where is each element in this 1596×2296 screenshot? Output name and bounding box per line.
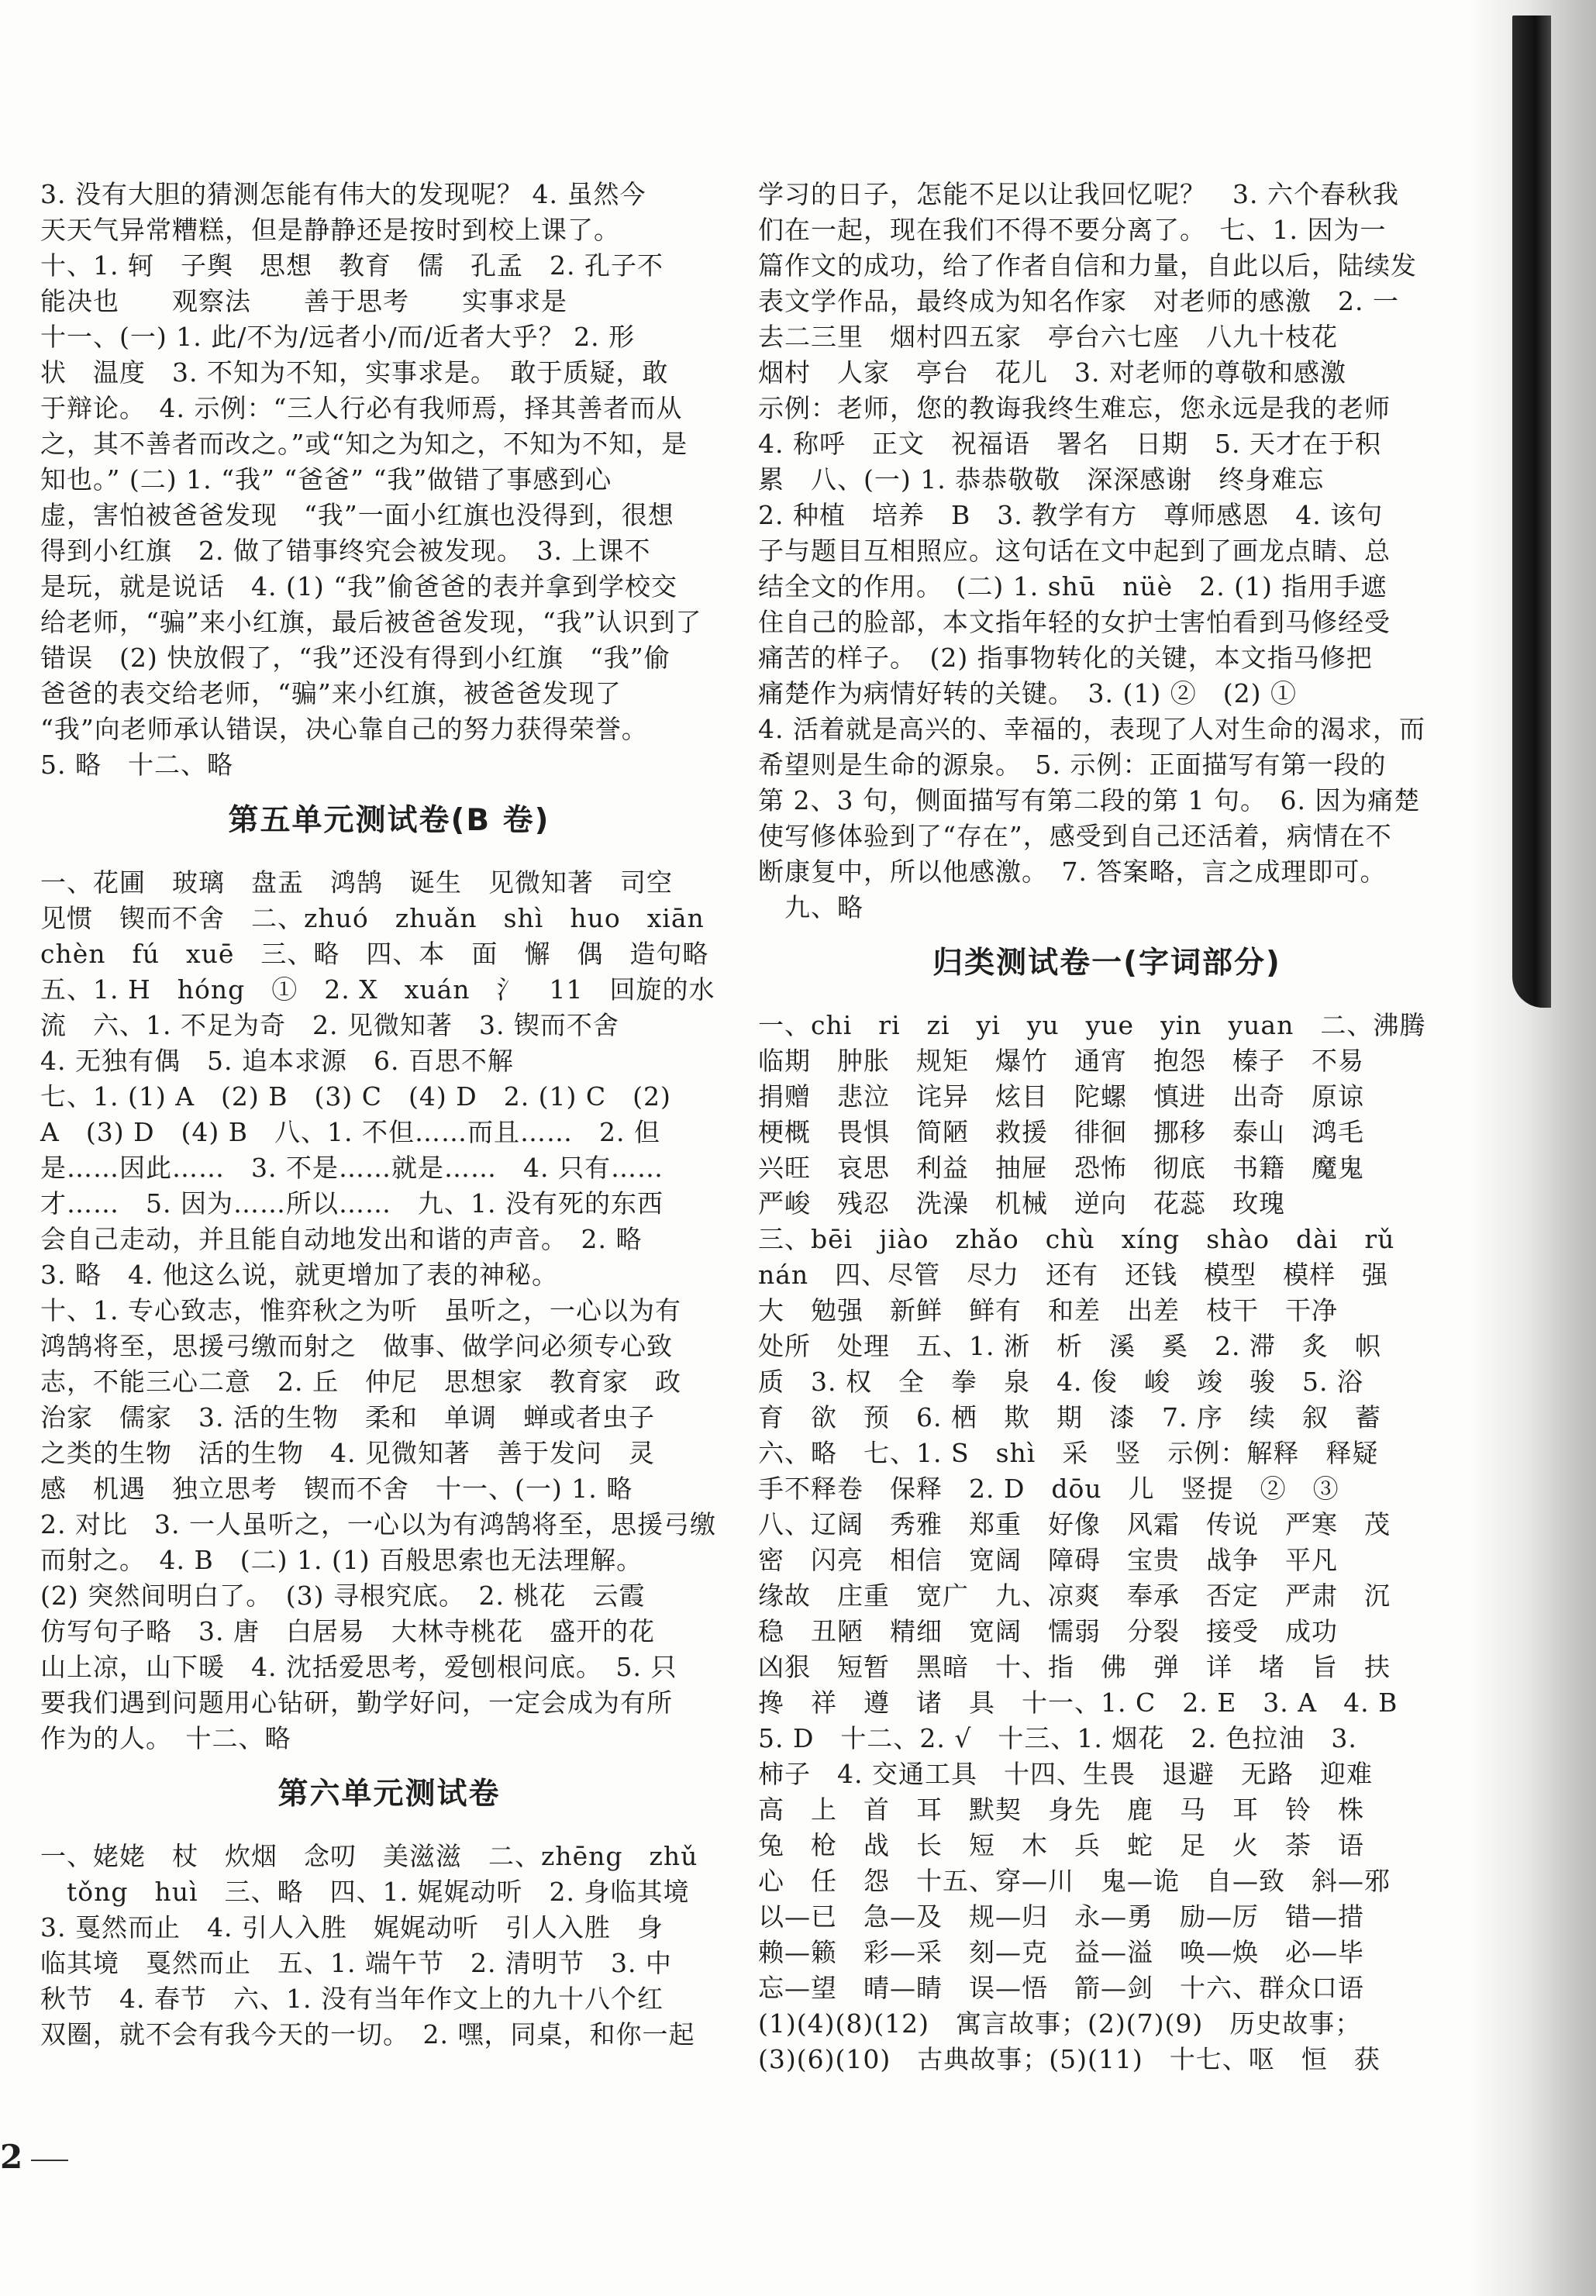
text-line: 学习的日子，怎能不足以让我回忆呢？ 3. 六个春秋我 bbox=[758, 179, 1399, 209]
page-number: 2 bbox=[0, 2138, 23, 2176]
text-line: 知也。” (二) 1. “我” “爸爸” “我”做错了事感到心 bbox=[40, 464, 612, 495]
text-line: 住自己的脸部，本文指年轻的女护士害怕看到马修经受 bbox=[758, 607, 1391, 637]
text-line: 要我们遇到问题用心钻研，勤学好问，一定会成为有所 bbox=[40, 1688, 673, 1718]
text-line: 错误 (2) 快放假了，“我”还没有得到小红旗 “我”偷 bbox=[40, 643, 670, 673]
text-line: 表文学作品，最终成为知名作家 对老师的感激 2. 一 bbox=[758, 286, 1399, 316]
text-line: 临期 肿胀 规矩 爆竹 通宵 抱怨 榛子 不易 bbox=[758, 1046, 1364, 1076]
answers-unit6 bbox=[40, 1839, 738, 2053]
text-line: 赖—籁 彩—采 刻—克 益—溢 唤—焕 必—毕 bbox=[758, 1937, 1364, 1967]
text-line: 爸爸的表交给老师，“骗”来小红旗，被爸爸发现了 bbox=[40, 678, 622, 708]
text-line: chèn fú xuē 三、略 四、本 面 懈 偶 造句略 bbox=[40, 939, 709, 969]
text-line: 柿子 4. 交通工具 十四、生畏 退避 无路 迎难 bbox=[758, 1759, 1373, 1789]
text-line: 状 温度 3. 不知为不知，实事求是。 敢于质疑，敢 bbox=[40, 357, 669, 388]
text-line: 稳 丑陋 精细 宽阔 懦弱 分裂 接受 成功 bbox=[758, 1616, 1338, 1646]
text-line: 4. 无独有偶 5. 追本求源 6. 百思不解 bbox=[40, 1046, 514, 1076]
text-line: 严峻 残忍 洗澡 机械 逆向 花蕊 玫瑰 bbox=[758, 1188, 1285, 1219]
text-line: 以—已 急—及 规—归 永—勇 励—厉 错—措 bbox=[758, 1901, 1364, 1932]
text-line: 一、姥姥 杖 炊烟 念叨 美滋滋 二、zhēng zhǔ bbox=[40, 1841, 698, 1871]
text-line: 之类的生物 活的生物 4. 见微知著 善于发问 灵 bbox=[40, 1438, 655, 1468]
page-number-rule bbox=[31, 2160, 68, 2161]
right-column bbox=[758, 177, 1456, 2077]
text-line: 第 2、3 句，侧面描写有第二段的第 1 句。 6. 因为痛楚 bbox=[758, 785, 1421, 815]
text-line: 流 六、1. 不足为奇 2. 见微知著 3. 锲而不舍 bbox=[40, 1010, 619, 1040]
text-line: 感 机遇 独立思考 锲而不舍 十一、(一) 1. 略 bbox=[40, 1474, 633, 1504]
text-line: 希望则是生命的源泉。 5. 示例：正面描写有第一段的 bbox=[758, 750, 1387, 780]
text-line: 治家 儒家 3. 活的生物 柔和 单调 蝉或者虫子 bbox=[40, 1402, 655, 1432]
text-line: (2) 突然间明白了。 (3) 寻根究底。 2. 桃花 云霞 bbox=[40, 1581, 646, 1611]
text-line: 给老师，“骗”来小红旗，最后被爸爸发现，“我”认识到了 bbox=[40, 607, 702, 637]
text-line: 六、略 七、1. S shì 采 竖 示例：解释 释疑 bbox=[758, 1438, 1379, 1468]
text-line: 高 上 首 耳 默契 身先 鹿 马 耳 铃 株 bbox=[758, 1794, 1364, 1825]
text-line: 是玩，就是说话 4. (1) “我”偷爸爸的表并拿到学校交 bbox=[40, 571, 677, 602]
text-line: 仿写句子略 3. 唐 白居易 大林寺桃花 盛开的花 bbox=[40, 1616, 655, 1646]
text-line: 烟村 人家 亭台 花儿 3. 对老师的尊敬和感激 bbox=[758, 357, 1346, 388]
text-line: 痛苦的样子。 (2) 指事物转化的关键，本文指马修把 bbox=[758, 643, 1373, 673]
text-line: 会自己走动，并且能自动地发出和谐的声音。 2. 略 bbox=[40, 1224, 643, 1254]
text-line: 使写修体验到了“存在”，感受到自己还活着，病情在不 bbox=[758, 821, 1392, 851]
text-line: 鸿鹄将至，思援弓缴而射之 做事、做学问必须专心致 bbox=[40, 1331, 673, 1361]
text-line: 山上凉，山下暖 4. 沈括爱思考，爱刨根问底。 5. 只 bbox=[40, 1652, 677, 1682]
text-line: 捐赠 悲泣 诧异 炫目 陀螺 慎进 出奇 原谅 bbox=[758, 1081, 1364, 1112]
text-line: 兔 枪 战 长 短 木 兵 蛇 足 火 荼 语 bbox=[758, 1830, 1364, 1860]
text-line: 5. 略 十二、略 bbox=[40, 750, 233, 780]
text-line: 2. 对比 3. 一人虽听之，一心以为有鸿鹄将至，思援弓缴 bbox=[40, 1509, 716, 1539]
text-line: 虚，害怕被爸爸发现 “我”一面小红旗也没得到，很想 bbox=[40, 500, 674, 530]
heading-unit5-b: 第五单元测试卷(B 卷) bbox=[228, 803, 550, 838]
text-line: 双圈，就不会有我今天的一切。 2. 嘿，同桌，和你一起 bbox=[40, 2019, 695, 2050]
text-line: tǒng huì 三、略 四、1. 娓娓动听 2. 身临其境 bbox=[40, 1877, 690, 1907]
text-line: 一、花圃 玻璃 盘盂 鸿鹄 诞生 见微知著 司空 bbox=[40, 867, 673, 898]
text-line: 梗概 畏惧 简陋 救援 徘徊 挪移 泰山 鸿毛 bbox=[758, 1117, 1364, 1147]
text-line: 4. 活着就是高兴的、幸福的，表现了人对生命的渴求，而 bbox=[758, 714, 1425, 744]
text-line: 搀 祥 遵 诸 具 十一、1. C 2. E 3. A 4. B bbox=[758, 1688, 1398, 1718]
text-line: 密 闪亮 相信 宽阔 障碍 宝贵 战争 平凡 bbox=[758, 1545, 1338, 1575]
text-line: 育 欲 预 6. 栖 欺 期 漆 7. 序 续 叙 蓄 bbox=[758, 1402, 1381, 1432]
text-line: “我”向老师承认错误，决心靠自己的努力获得荣誉。 bbox=[40, 714, 648, 744]
text-line: 去二三里 烟村四五家 亭台六七座 八九十枝花 bbox=[758, 322, 1338, 352]
text-line: (1)(4)(8)(12) 寓言故事；(2)(7)(9) 历史故事； bbox=[758, 2008, 1362, 2039]
text-line: 手不释卷 保释 2. D dōu 儿 竖提 ② ③ bbox=[758, 1474, 1339, 1504]
text-line: 处所 处理 五、1. 淅 析 溪 奚 2. 滞 炙 帜 bbox=[758, 1331, 1381, 1361]
text-line: 5. D 十二、2. √ 十三、1. 烟花 2. 色拉油 3. bbox=[758, 1723, 1357, 1753]
text-line: 五、1. H hóng ① 2. X xuán 氵 11 回旋的水 bbox=[40, 974, 715, 1005]
text-line: 八、辽阔 秀雅 郑重 好像 风霜 传说 严寒 茂 bbox=[758, 1509, 1391, 1539]
text-line: 断康复中，所以他感激。 7. 答案略，言之成理即可。 bbox=[758, 857, 1387, 887]
text-line: 4. 称呼 正文 祝福语 署名 日期 5. 天才在于积 bbox=[758, 429, 1381, 459]
text-line: 才…… 5. 因为……所以…… 九、1. 没有死的东西 bbox=[40, 1188, 664, 1219]
text-line: 忘—望 晴—睛 误—悟 箭—剑 十六、群众口语 bbox=[758, 1973, 1364, 2003]
text-line: 天天气异常糟糕，但是静静还是按时到校上课了。 bbox=[40, 215, 620, 245]
text-line: 见惯 锲而不舍 二、zhuó zhuǎn shì huo xiān bbox=[40, 903, 705, 933]
text-line: 于辩论。 4. 示例：“三人行必有我师焉，择其善者而从 bbox=[40, 393, 683, 423]
text-line: A (3) D (4) B 八、1. 不但……而且…… 2. 但 bbox=[40, 1117, 660, 1147]
text-line: 临其境 戛然而止 五、1. 端午节 2. 清明节 3. 中 bbox=[40, 1948, 672, 1978]
book-binding-edge bbox=[1512, 16, 1551, 1008]
text-line: 质 3. 权 全 拳 泉 4. 俊 峻 竣 骏 5. 浴 bbox=[758, 1367, 1363, 1397]
text-line: 作为的人。 十二、略 bbox=[40, 1723, 291, 1753]
text-line: 篇作文的成功，给了作者自信和力量，自此以后，陆续发 bbox=[758, 250, 1417, 281]
text-line: 累 八、(一) 1. 恭恭敬敬 深深感谢 终身难忘 bbox=[758, 464, 1325, 495]
heading-unit6: 第六单元测试卷 bbox=[277, 1777, 501, 1812]
text-line: 一、chi ri zi yi yu yue yin yuan 二、沸腾 bbox=[758, 1010, 1426, 1040]
text-line: 是……因此…… 3. 不是……就是…… 4. 只有…… bbox=[40, 1153, 664, 1183]
answers-unit4-continued bbox=[40, 177, 738, 783]
text-line: 十一、(一) 1. 此/不为/远者小/而/近者大乎？ 2. 形 bbox=[40, 322, 636, 352]
text-line: 志，不能三心二意 2. 丘 仲尼 思想家 教育家 政 bbox=[40, 1367, 681, 1397]
text-line: 秋节 4. 春节 六、1. 没有当年作文上的九十八个红 bbox=[40, 1984, 664, 2014]
text-line: 九、略 bbox=[758, 892, 863, 922]
text-line: 结全文的作用。 (二) 1. shū nüè 2. (1) 指用手遮 bbox=[758, 571, 1387, 602]
text-line: 而射之。 4. B (二) 1. (1) 百般思索也无法理解。 bbox=[40, 1545, 643, 1575]
text-line: 十、1. 专心致志，惟弈秋之为听 虽听之，一心以为有 bbox=[40, 1295, 681, 1326]
text-line: 能决也 观察法 善于思考 实事求是 bbox=[40, 286, 567, 316]
text-line: 心 任 怨 十五、穿—川 鬼—诡 自—致 斜—邪 bbox=[758, 1866, 1391, 1896]
text-line: 七、1. (1) A (2) B (3) C (4) D 2. (1) C (2) bbox=[40, 1081, 671, 1112]
answers-category-test-1 bbox=[758, 1008, 1456, 2077]
text-line: 得到小红旗 2. 做了错事终究会被发现。 3. 上课不 bbox=[40, 536, 651, 566]
text-line: 缘故 庄重 宽广 九、凉爽 奉承 否定 严肃 沉 bbox=[758, 1581, 1391, 1611]
text-line: nán 四、尽管 尽力 还有 还钱 模型 模样 强 bbox=[758, 1260, 1389, 1290]
answers-unit6-continued bbox=[758, 177, 1456, 926]
text-line: 2. 种植 培养 B 3. 教学有方 尊师感恩 4. 该句 bbox=[758, 500, 1384, 530]
text-line: 大 勉强 新鲜 鲜有 和差 出差 枝干 干净 bbox=[758, 1295, 1338, 1326]
text-line: 之，其不善者而改之。”或“知之为知之，不知为不知，是 bbox=[40, 429, 688, 459]
answers-unit5-b bbox=[40, 865, 738, 1756]
text-line: 们在一起，现在我们不得不要分离了。 七、1. 因为一 bbox=[758, 215, 1387, 245]
text-line: (3)(6)(10) 古典故事；(5)(11) 十七、呕 恒 获 bbox=[758, 2044, 1381, 2074]
text-line: 凶狠 短暂 黑暗 十、指 佛 弹 详 堵 旨 扶 bbox=[758, 1652, 1391, 1682]
text-line: 三、bēi jiào zhǎo chù xíng shào dài rǔ bbox=[758, 1224, 1395, 1254]
text-line: 3. 略 4. 他这么说，就更增加了表的神秘。 bbox=[40, 1260, 558, 1290]
text-line: 3. 戛然而止 4. 引人入胜 娓娓动听 引人入胜 身 bbox=[40, 1912, 664, 1943]
text-line: 痛楚作为病情好转的关键。 3. (1) ② (2) ① bbox=[758, 678, 1297, 708]
left-column bbox=[40, 177, 738, 2053]
text-line: 十、1. 轲 子舆 思想 教育 儒 孔孟 2. 孔子不 bbox=[40, 250, 664, 281]
text-line: 示例：老师，您的教诲我终生难忘，您永远是我的老师 bbox=[758, 393, 1391, 423]
text-line: 子与题目互相照应。这句话在文中起到了画龙点睛、总 bbox=[758, 536, 1391, 566]
heading-category-test-1: 归类测试卷一(字词部分) bbox=[932, 946, 1281, 981]
text-line: 兴旺 哀思 利益 抽屉 恐怖 彻底 书籍 魔鬼 bbox=[758, 1153, 1364, 1183]
text-line: 3. 没有大胆的猜测怎能有伟大的发现呢？ 4. 虽然今 bbox=[40, 179, 646, 209]
